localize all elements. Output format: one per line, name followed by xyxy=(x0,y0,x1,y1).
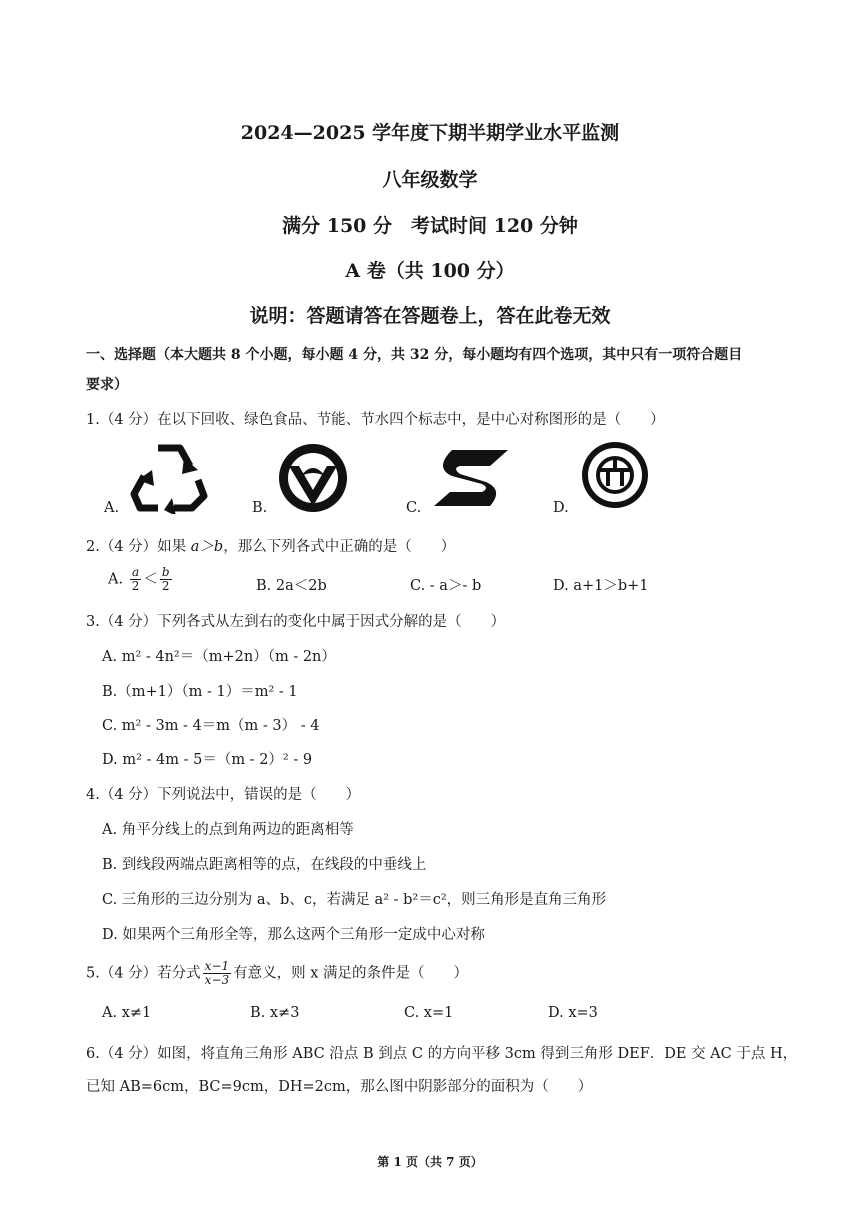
question-2-stem: 2.（4 分）如果 a＞b，那么下列各式中正确的是（ ） xyxy=(86,539,456,555)
question-3-option-c: C. m² - 3m - 4＝m（m - 3） - 4 xyxy=(102,718,320,734)
question-5-option-d: D. x=3 xyxy=(548,1005,598,1021)
question-4-option-d: D. 如果两个三角形全等，那么这两个三角形一定成中心对称 xyxy=(102,927,485,943)
question-2-option-a: A. $\frac{a}{2}$ ＜ $\frac{b}{2}$ xyxy=(108,565,170,593)
question-2-option-c: C. - a＞- b xyxy=(410,578,482,594)
question-4-option-b: B. 到线段两端点距离相等的点，在线段的中垂线上 xyxy=(102,857,427,873)
question-1-stem: 1.（4 分）在以下回收、绿色食品、节能、节水四个标志中，是中心对称图形的是（ ） xyxy=(86,412,665,428)
volume-title: A 卷（共 100 分） xyxy=(345,260,515,282)
recycle-logo-icon xyxy=(128,440,210,514)
question-3-option-d: D. m² - 4m - 5＝（m - 2）² - 9 xyxy=(102,752,313,768)
exam-title: 2024—2025 学年度下期半期学业水平监测 xyxy=(240,122,620,144)
notice: 说明：答题请答在答题卷上，答在此卷无效 xyxy=(249,305,611,327)
question-1-option-d-label: D. xyxy=(553,500,569,516)
green-food-logo-icon xyxy=(275,440,351,516)
question-5-option-a: A. x≠1 xyxy=(102,1005,152,1021)
question-1-option-c-label: C. xyxy=(406,500,422,516)
question-1-option-b-label: B. xyxy=(252,500,268,516)
page-footer: 第 1 页（共 7 页） xyxy=(377,1155,483,1169)
subject-title: 八年级数学 xyxy=(382,169,478,191)
question-5-option-c: C. x=1 xyxy=(404,1005,454,1021)
energy-saving-logo-icon xyxy=(430,446,510,510)
question-4-option-a: A. 角平分线上的点到角两边的距离相等 xyxy=(102,822,354,838)
question-3-option-b: B.（m+1）（m - 1）＝m² - 1 xyxy=(102,684,298,700)
exam-info: 满分 150 分 考试时间 120 分钟 xyxy=(282,215,578,237)
section-heading-line1: 一、选择题（本大题共 8 个小题，每小题 4 分，共 32 分，每小题均有四个选项，其中只有一项符合题目 xyxy=(86,347,743,363)
question-2-option-b: B. 2a＜2b xyxy=(256,578,327,594)
question-6-line2: 已知 AB=6cm，BC=9cm，DH=2cm，那么图中阴影部分的面积为（ ） xyxy=(86,1079,593,1095)
question-4-stem: 4.（4 分）下列说法中，错误的是（ ） xyxy=(86,787,361,803)
question-6-line1: 6.（4 分）如图，将直角三角形 ABC 沿点 B 到点 C 的方向平移 3cm 得到三角形 DEF．DE 交 AC 于点 H， xyxy=(86,1046,798,1062)
question-4-option-c: C. 三角形的三边分别为 a、b、c，若满足 a² - b²＝c²，则三角形是直角三角形 xyxy=(102,892,607,908)
question-2-option-d: D. a+1＞b+1 xyxy=(553,578,649,594)
question-3-option-a: A. m² - 4n²＝（m+2n）（m - 2n） xyxy=(102,649,336,665)
water-saving-logo-icon xyxy=(578,438,652,512)
question-5-stem: 5.（4 分）若分式 $\frac{x-1}{x-3}$ 有意义，则 x 满足的条件是（ ） xyxy=(86,959,469,987)
question-3-stem: 3.（4 分）下列各式从左到右的变化中属于因式分解的是（ ） xyxy=(86,614,506,630)
question-5-option-b: B. x≠3 xyxy=(250,1005,300,1021)
question-1-option-a-label: A. xyxy=(104,500,120,516)
section-heading-line2: 要求） xyxy=(86,377,128,393)
